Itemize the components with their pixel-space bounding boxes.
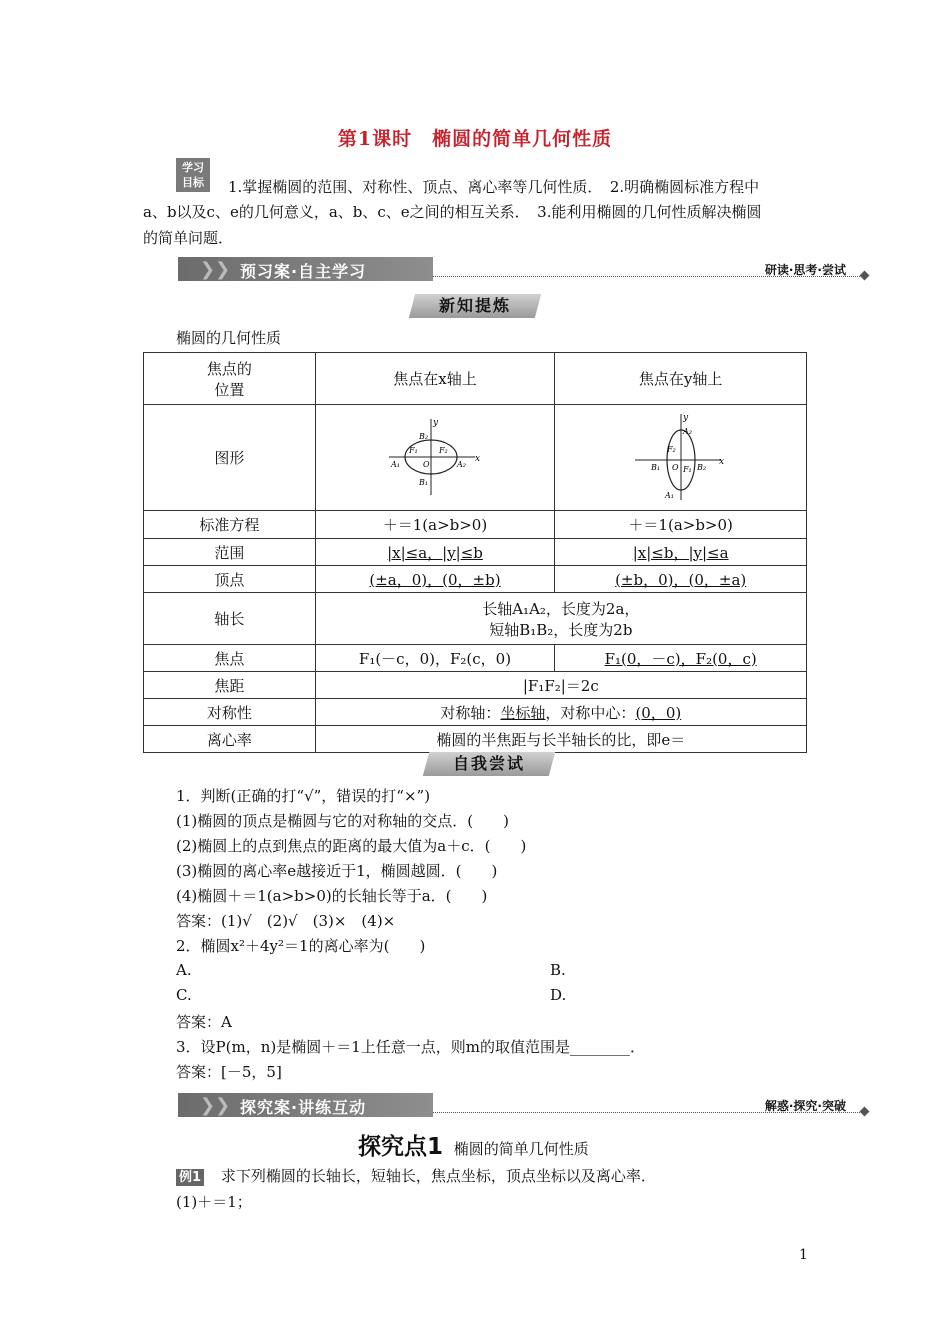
major-axis-text: 长轴A₁A₂，长度为2a， [482, 599, 640, 618]
learning-goals-badge [176, 158, 210, 192]
svg-text:B₂: B₂ [696, 462, 706, 472]
explore-point-number: 探究点1 [358, 1134, 444, 1160]
preview-banner-title: 预习案·自主学习 [240, 262, 367, 281]
table-row-graph [144, 405, 807, 511]
table-row-axis [144, 593, 807, 645]
diamond-icon [860, 271, 870, 281]
symmetry-axis-value: 坐标轴 [500, 703, 546, 722]
table-row-symmetry [144, 699, 807, 726]
page-number: 1 [799, 1247, 808, 1263]
option-b: B. [550, 961, 566, 979]
row-label-range: 范围 [144, 539, 316, 566]
chevron-icon: ❯❯ [200, 1095, 231, 1116]
header-focus-position-1: 焦点的 [206, 359, 252, 378]
focus-x: F₁(－c，0)，F₂(c，0) [315, 645, 555, 672]
range-x: |x|≤a，|y|≤b [387, 543, 483, 562]
table-row-focus [144, 645, 807, 672]
symmetry-center-value: (0，0) [635, 703, 682, 722]
row-label-symmetry: 对称性 [144, 699, 316, 726]
equation-y: ＋＝1(a>b>0) [555, 511, 807, 539]
question-1-4: (4)椭圆＋＝1(a>b>0)的长轴长等于a．( ) [176, 887, 488, 905]
self-try-heading [426, 752, 552, 776]
chevron-icon: ❯❯ [200, 259, 231, 280]
option-a: A. [176, 961, 192, 979]
eccentricity-definition: 椭圆的半焦距与长半轴长的比，即e＝ [315, 726, 806, 753]
vertex-y: (±b，0)，(0，±a) [615, 570, 747, 589]
table-row-eccentricity [144, 726, 807, 753]
preview-banner-subtitle: 研读·思考·尝试 [764, 263, 846, 277]
page-title: 第1课时 椭圆的简单几何性质 [337, 128, 613, 150]
ellipse-properties-table [143, 352, 807, 753]
svg-text:F₁: F₁ [408, 445, 418, 455]
table-caption: 椭圆的几何性质 [176, 329, 282, 347]
svg-text:x: x [718, 456, 724, 467]
example-1 [176, 1165, 656, 1186]
svg-text:A₂: A₂ [682, 426, 692, 436]
row-label-focus: 焦点 [144, 645, 316, 672]
svg-text:B₂: B₂ [418, 431, 429, 441]
svg-text:A₁: A₁ [664, 490, 674, 500]
svg-text:O: O [422, 459, 430, 469]
example-badge: 例1 [176, 1169, 204, 1186]
symmetry-center-label: ，对称中心： [545, 703, 636, 722]
question-1-2: (2)椭圆上的点到焦点的距离的最大值为a＋c．( ) [176, 837, 527, 855]
svg-text:F₂: F₂ [666, 444, 676, 454]
svg-text:A₂: A₂ [456, 459, 466, 469]
svg-text:x: x [474, 453, 481, 464]
ellipse-x-figure [315, 405, 555, 511]
example-text: 求下列椭圆的长轴长，短轴长，焦点坐标，顶点坐标以及离心率． [220, 1167, 656, 1185]
svg-text:O: O [671, 462, 679, 472]
ellipse-vertical-diagram [631, 410, 731, 502]
svg-text:B₁: B₁ [650, 462, 660, 472]
focus-y: F₁(0，－c)，F₂(0，c) [604, 649, 757, 668]
explore-section-banner [178, 1093, 868, 1119]
question-1: 1．判断(正确的打“√”，错误的打“×”) [176, 787, 431, 805]
badge-line1: 学习 [182, 161, 204, 174]
explore-banner-title: 探究案·讲练互动 [240, 1098, 367, 1117]
row-label-axis: 轴长 [144, 593, 316, 645]
answer-1: 答案：(1)√ (2)√ (3)× (4)× [176, 912, 396, 930]
row-label-equation: 标准方程 [144, 511, 316, 539]
goal-line-1: 1.掌握椭圆的范围、对称性、顶点、离心率等几何性质． 2.明确椭圆标准方程中 [228, 178, 760, 196]
table-row-vertex [144, 566, 807, 593]
row-label-vertex: 顶点 [144, 566, 316, 593]
question-1-3: (3)椭圆的离心率e越接近于1，椭圆越圆．( ) [176, 862, 498, 880]
goal-line-2: a、b以及c、e的几何意义，a、b、c、e之间的相互关系． 3.能利用椭圆的几何性质解决椭圆 [143, 203, 762, 221]
answer-3: 答案：[－5，5] [176, 1063, 282, 1081]
option-d: D. [550, 986, 567, 1004]
table-row-equation [144, 511, 807, 539]
svg-text:F₁: F₁ [682, 464, 692, 474]
svg-text:F₂: F₂ [438, 445, 448, 455]
equation-x: ＋＝1(a>b>0) [315, 511, 555, 539]
diamond-icon [860, 1107, 870, 1117]
svg-text:A₁: A₁ [390, 459, 400, 469]
new-knowledge-heading [412, 294, 538, 318]
svg-text:y: y [432, 417, 439, 428]
vertex-x: (±a，0)，(0，±b) [369, 570, 501, 589]
explore-point-heading [358, 1128, 589, 1161]
question-1-1: (1)椭圆的顶点是椭圆与它的对称轴的交点．( ) [176, 812, 509, 830]
example-part-1: (1)＋＝1； [176, 1193, 252, 1211]
row-label-graph: 图形 [144, 405, 316, 511]
minor-axis-text: 短轴B₁B₂，长度为2b [489, 620, 633, 639]
row-label-eccentricity: 离心率 [144, 726, 316, 753]
focal-distance: |F₁F₂|＝2c [315, 672, 806, 699]
header-focus-y: 焦点在y轴上 [555, 353, 807, 405]
badge-line2: 目标 [182, 176, 204, 189]
symmetry-axis-label: 对称轴： [440, 703, 501, 722]
ellipse-y-figure [555, 405, 807, 511]
ellipse-horizontal-diagram [385, 415, 485, 497]
self-try-label: 自我尝试 [452, 754, 525, 773]
option-c: C. [176, 986, 192, 1004]
svg-text:y: y [682, 412, 688, 423]
new-knowledge-label: 新知提炼 [438, 296, 511, 315]
answer-2: 答案：A [176, 1013, 232, 1031]
range-y: |x|≤b，|y|≤a [632, 543, 729, 562]
question-3: 3．设P(m，n)是椭圆＋＝1上任意一点，则m的取值范围是________． [176, 1038, 645, 1056]
svg-text:B₁: B₁ [418, 477, 429, 487]
question-2: 2．椭圆x²＋4y²＝1的离心率为( ) [176, 937, 426, 955]
preview-section-banner [178, 257, 868, 283]
table-row-focal-distance [144, 672, 807, 699]
explore-banner-subtitle: 解惑·探究·突破 [764, 1099, 846, 1113]
table-row-range [144, 539, 807, 566]
goal-line-3: 的简单问题． [143, 229, 234, 247]
table-header-row [144, 353, 807, 405]
header-focus-x: 焦点在x轴上 [315, 353, 555, 405]
row-label-focal-distance: 焦距 [144, 672, 316, 699]
explore-point-title: 椭圆的简单几何性质 [453, 1140, 589, 1158]
header-focus-position-2: 位置 [214, 380, 245, 399]
